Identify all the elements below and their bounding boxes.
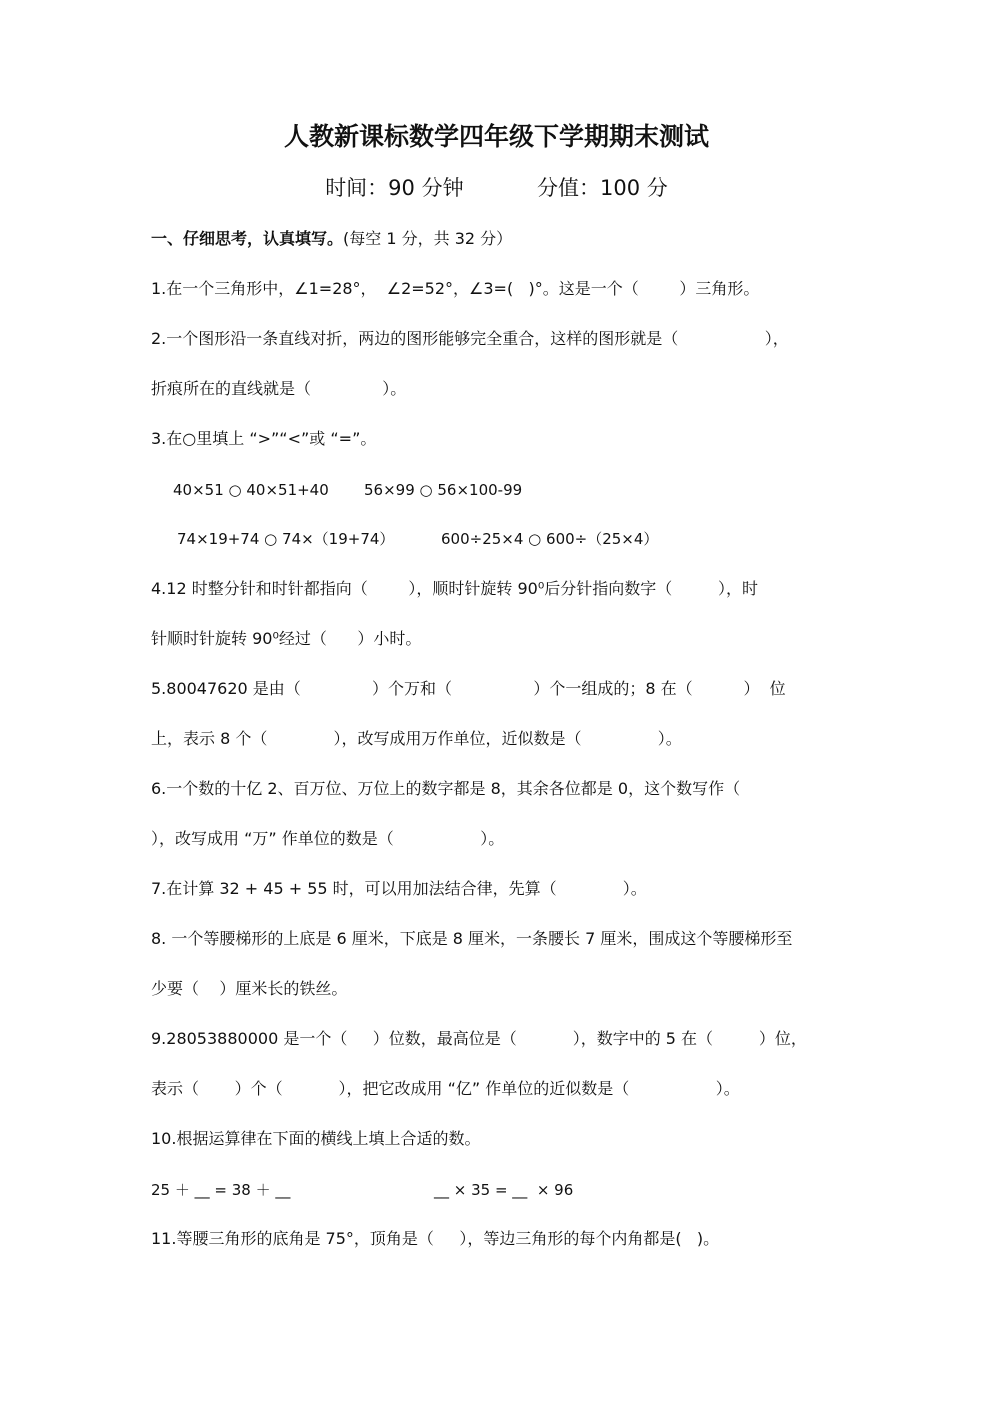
section-heading xyxy=(151,229,512,249)
question-10-expr-1: 25 ＋ __ = 38 ＋ __ xyxy=(151,1181,291,1199)
question-9-line-2: 表示（ ）个（ ），把它改成用 “亿” 作单位的近似数是（ ）。 xyxy=(151,1079,740,1098)
question-2-line-1: 2.一个图形沿一条直线对折，两边的图形能够完全重合，这样的图形就是（ ）， xyxy=(151,329,789,348)
section-note: (每空 1 分，共 32 分） xyxy=(343,229,513,248)
question-6-line-1: 6.一个数的十亿 2、百万位、万位上的数字都是 8，其余各位都是 0，这个数写作（ xyxy=(151,779,741,798)
question-10-expr-2: __ × 35 = __ × 96 xyxy=(434,1181,574,1199)
question-3-expr-3: 74×19+74 ○ 74×（19+74） xyxy=(177,530,395,548)
section-title: 一、仔细思考，认真填写。 xyxy=(151,229,344,248)
exam-info xyxy=(0,174,993,202)
time-label: 时间：90 分钟 xyxy=(325,176,464,200)
question-4-line-1: 4.12 时整分针和时针都指向（ ），顺时针旋转 90⁰后分针指向数字（ ），时 xyxy=(151,579,759,598)
question-3-expr-1: 40×51 ○ 40×51+40 xyxy=(173,481,329,499)
question-3: 3.在○里填上 “>”“<”或 “=”。 xyxy=(151,429,377,448)
question-11: 11.等腰三角形的底角是 75°，顶角是（ ），等边三角形的每个内角都是( )。 xyxy=(151,1229,720,1248)
question-2-line-2: 折痕所在的直线就是（ ）。 xyxy=(151,379,407,398)
question-8-line-1: 8. 一个等腰梯形的上底是 6 厘米，下底是 8 厘米，一条腰长 7 厘米，围成这个等腰梯形至 xyxy=(151,929,793,948)
question-3-expr-4: 600÷25×4 ○ 600÷（25×4） xyxy=(441,530,659,548)
question-3-expr-2: 56×99 ○ 56×100-99 xyxy=(364,481,523,499)
question-10: 10.根据运算律在下面的横线上填上合适的数。 xyxy=(151,1129,481,1148)
question-6-line-2: ），改写成用 “万” 作单位的数是（ ）。 xyxy=(151,829,505,848)
question-5-line-2: 上，表示 8 个（ ），改写成用万作单位，近似数是（ ）。 xyxy=(151,729,682,748)
question-7: 7.在计算 32 + 45 + 55 时，可以用加法结合律，先算（ ）。 xyxy=(151,879,647,898)
question-9-line-1: 9.28053880000 是一个（ ）位数，最高位是（ ），数字中的 5 在（ ）位， xyxy=(151,1029,807,1048)
score-label: 分值：100 分 xyxy=(537,176,668,200)
question-1: 1.在一个三角形中，∠1=28°， ∠2=52°，∠3=( )°。这是一个（ ）三角形。 xyxy=(151,279,760,298)
question-5-line-1: 5.80047620 是由（ ）个万和（ ）个一组成的；8 在（ ） 位 xyxy=(151,679,786,698)
question-4-line-2: 针顺时针旋转 90⁰经过（ ）小时。 xyxy=(151,629,422,648)
question-8-line-2: 少要（ ）厘米长的铁丝。 xyxy=(151,979,348,998)
page-title: 人教新课标数学四年级下学期期末测试 xyxy=(283,122,709,151)
